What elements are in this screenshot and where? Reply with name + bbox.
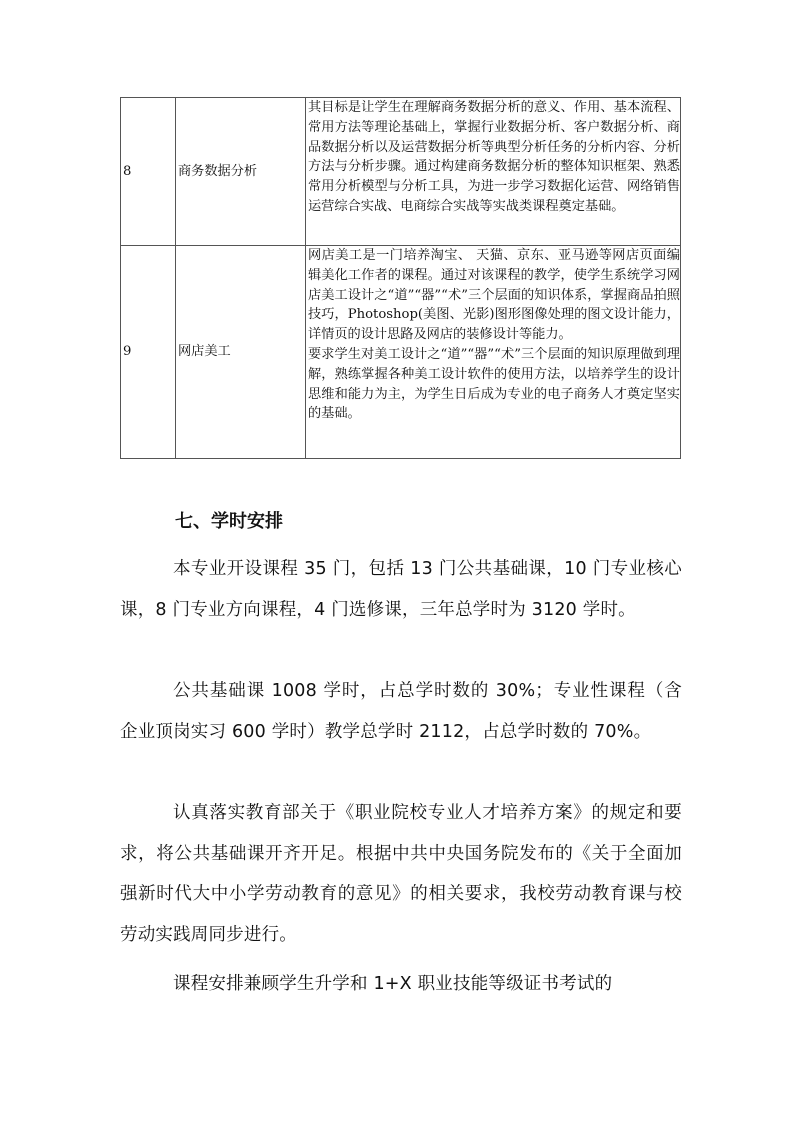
section-title: 七、学时安排 [175,511,283,532]
course-index: 8 [121,98,176,246]
course-index: 9 [121,246,176,459]
body-paragraph: 认真落实教育部关于《职业院校专业人才培养方案》的规定和要求，将公共基础课开齐开足。根据中共中央国务院发布的《关于全面加强新时代大中小学劳动教育的意见》的相关要求，我校劳动教育课与校劳动实践周同步进行。 [120,803,682,945]
table-row [121,246,681,459]
body-paragraph: 公共基础课 1008 学时，占总学时数的 30%；专业性课程（含企业顶岗实习 600 学时）教学总学时 2112，占总学时数的 70%。 [120,681,682,742]
course-description [306,98,681,246]
body-paragraph: 课程安排兼顾学生升学和 1+X 职业技能等级证书考试的 [173,974,613,994]
table-row [121,98,681,246]
course-description [306,246,681,459]
description-paragraph: 要求学生对美工设计之“道”“器”“术”三个层面的知识原理做到理解，熟练掌握各种美工设计软件的使用方法，以培养学生的设计思维和能力为主，为学生日后成为专业的电子商务人才奠定坚实的基础。 [308,346,680,422]
course-table [120,97,681,459]
course-name: 商务数据分析 [176,98,306,246]
description-paragraph: 其目标是让学生在理解商务数据分析的意义、作用、基本流程、常用方法等理论基础上，掌握行业数据分析、客户数据分析、商品数据分析以及运营数据分析等典型分析任务的分析内容、分析方法与分析步骤。通过构建商务数据分析的整体知识框架、熟悉常用分析模型与分析工具，为进一步学习数据化运营、网络销售运营综合实战、电商综合实战等实战类课程奠定基础。 [308,100,680,214]
description-paragraph: 网店美工是一门培养淘宝、 天猫、京东、亚马逊等网店页面编辑美化工作者的课程。通过对该课程的教学，使学生系统学习网店美工设计之“道”“器”“术”三个层面的知识体系，掌握商品拍照技巧，Photoshop(美图、光影)图形图像处理的图文设计能力，详情页的设计思路及网店的装修设计等能力。 [308,248,680,343]
course-name: 网店美工 [176,246,306,459]
body-paragraph: 本专业开设课程 35 门，包括 13 门公共基础课，10 门专业核心课，8 门专业方向课程，4 门选修课，三年总学时为 3120 学时。 [120,559,682,620]
